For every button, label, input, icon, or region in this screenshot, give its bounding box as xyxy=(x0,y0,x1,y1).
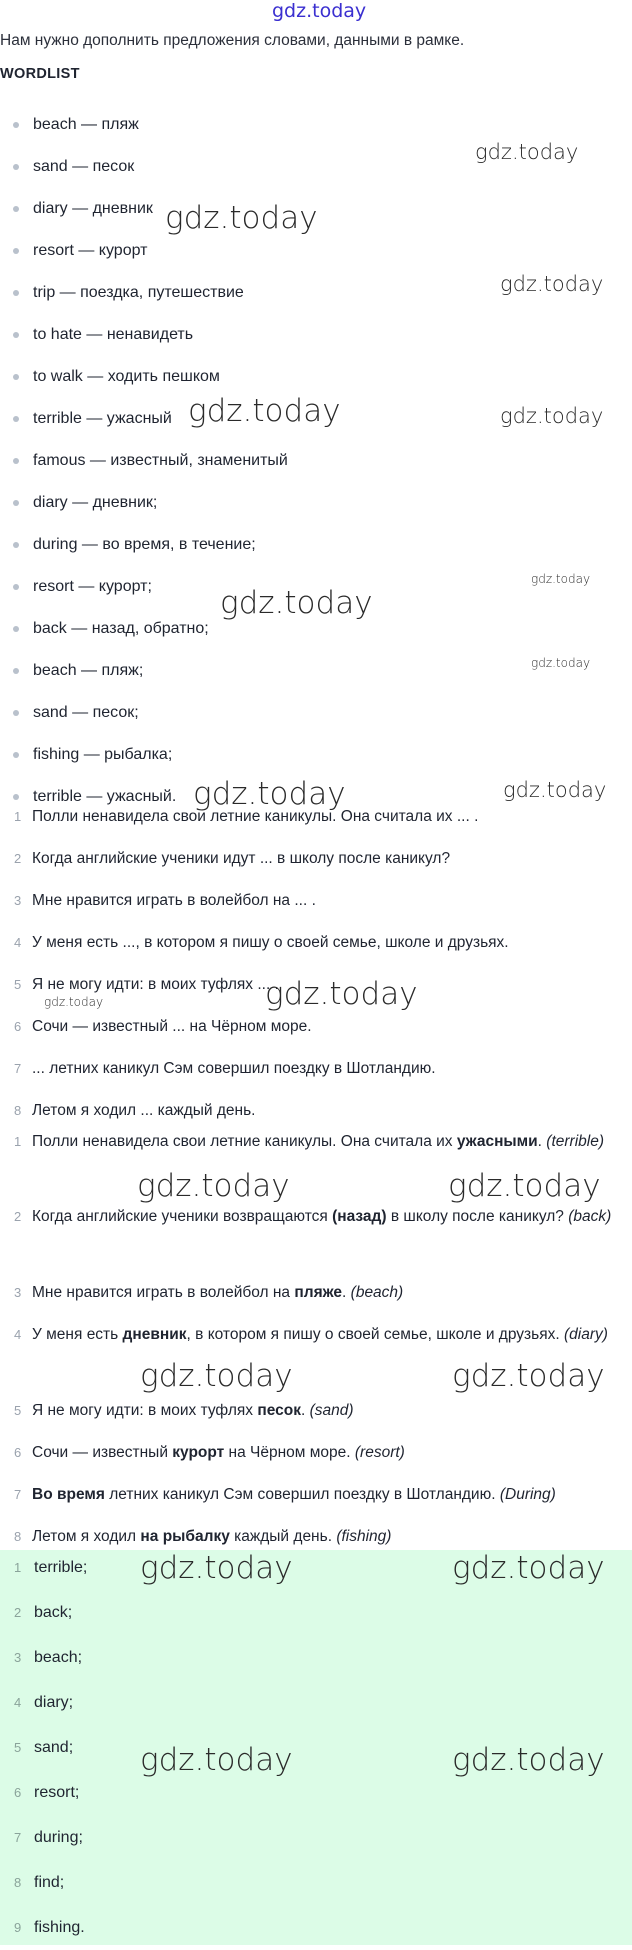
answer-text xyxy=(32,1520,628,1554)
short-answer-text: terrible; xyxy=(34,1558,88,1576)
wordlist-item-text: resort — курорт xyxy=(33,242,148,259)
bullet-icon xyxy=(13,206,19,212)
answer-number: 8 xyxy=(14,1529,22,1544)
answer-row xyxy=(0,1436,628,1470)
answer-pre: У меня есть xyxy=(32,1326,123,1343)
answer-word: дневник xyxy=(122,1326,187,1343)
bullet-icon xyxy=(13,542,19,548)
answer-text xyxy=(32,1318,628,1352)
watermark: gdz.today xyxy=(140,1358,293,1394)
task-row xyxy=(0,884,628,918)
answer-text xyxy=(32,1436,628,1470)
wordlist-item-text: trip — поездка, путешествие xyxy=(33,284,244,301)
answer-post: летних каникул Сэм совершил поездку в Шотландию. xyxy=(104,1486,500,1503)
task-row xyxy=(0,842,628,876)
wordlist-item-text: fishing — рыбалка; xyxy=(33,746,173,763)
bullet-icon xyxy=(13,752,19,758)
wordlist-item-text: to walk — ходить пешком xyxy=(33,368,220,385)
answer-number: 2 xyxy=(14,1209,22,1224)
answer-number: 4 xyxy=(14,1327,22,1342)
watermark: gdz.today xyxy=(452,1550,605,1586)
watermark: gdz.today xyxy=(165,200,318,236)
answer-hint: (fishing) xyxy=(336,1528,392,1545)
answer-post: каждый день. xyxy=(229,1528,337,1545)
task-text: Мне нравится играть в волейбол на ... . xyxy=(32,892,316,909)
wordlist-item-text: during — во время, в течение; xyxy=(33,536,256,553)
short-answer-text: during; xyxy=(34,1828,83,1846)
task-row xyxy=(0,1052,628,1086)
site-logo[interactable]: gdz.today xyxy=(272,0,367,22)
answer-row xyxy=(0,1394,628,1428)
task-number: 7 xyxy=(14,1061,22,1076)
wordlist-item xyxy=(0,399,172,439)
watermark: gdz.today xyxy=(500,272,604,296)
answer-row xyxy=(0,1318,628,1352)
short-answer-number: 3 xyxy=(14,1650,22,1665)
answer-text xyxy=(32,1125,628,1159)
answer-text xyxy=(32,1276,628,1310)
short-answer-number: 2 xyxy=(14,1605,22,1620)
answer-post: . xyxy=(342,1284,351,1301)
answer-row xyxy=(0,1478,628,1512)
short-answer-text: resort; xyxy=(34,1783,80,1801)
answer-pre: Сочи — известный xyxy=(32,1444,173,1461)
watermark: gdz.today xyxy=(475,140,579,164)
bullet-icon xyxy=(13,332,19,338)
wordlist-item xyxy=(0,105,139,145)
answer-text xyxy=(32,1478,628,1512)
answer-hint: (terrible) xyxy=(546,1133,604,1150)
short-answer-number: 5 xyxy=(14,1740,22,1755)
wordlist-item-text: sand — песок xyxy=(33,158,135,175)
task-row xyxy=(0,1094,628,1128)
answer-number: 7 xyxy=(14,1487,22,1502)
short-answer-number: 7 xyxy=(14,1830,22,1845)
watermark: gdz.today xyxy=(44,995,104,1009)
watermark: gdz.today xyxy=(193,776,346,812)
wordlist-item-text: terrible — ужасный. xyxy=(33,788,177,805)
bullet-icon xyxy=(13,248,19,254)
short-answer-row xyxy=(0,1905,85,1950)
short-answer-text: find; xyxy=(34,1873,65,1891)
wordlist-item xyxy=(0,567,152,607)
task-row xyxy=(0,1010,628,1044)
short-answer-text: back; xyxy=(34,1603,73,1621)
short-answer-row xyxy=(0,1635,82,1680)
answer-word: пляже xyxy=(294,1284,343,1301)
watermark: gdz.today xyxy=(140,1550,293,1586)
wordlist-item xyxy=(0,273,244,313)
answer-pre: Когда английские ученики возвращаются xyxy=(32,1208,333,1225)
watermark: gdz.today xyxy=(531,572,591,586)
task-number: 8 xyxy=(14,1103,22,1118)
wordlist-item xyxy=(0,147,134,187)
wordlist-item-text: diary — дневник xyxy=(33,200,153,217)
answer-number: 6 xyxy=(14,1445,22,1460)
wordlist-item xyxy=(0,609,209,649)
answer-word: ужасными xyxy=(456,1133,538,1150)
short-answer-number: 4 xyxy=(14,1695,22,1710)
watermark: gdz.today xyxy=(265,976,418,1012)
wordlist-item-text: resort — курорт; xyxy=(33,578,152,595)
short-answer-number: 1 xyxy=(14,1560,22,1575)
wordlist-item xyxy=(0,525,256,565)
wordlist-item xyxy=(0,357,220,397)
wordlist-item-text: sand — песок; xyxy=(33,704,139,721)
watermark: gdz.today xyxy=(531,656,591,670)
answer-hint: (resort) xyxy=(354,1444,405,1461)
short-answer-row xyxy=(0,1815,83,1860)
wordlist-item xyxy=(0,735,172,775)
answer-word: на рыбалку xyxy=(140,1528,230,1545)
wordlist-item xyxy=(0,693,139,733)
answer-word: курорт xyxy=(172,1444,225,1461)
answer-post: , в котором я пишу о своей семье, школе и друзьях. xyxy=(186,1326,564,1343)
answer-post: . xyxy=(300,1402,310,1419)
task-text: Сочи — известный ... на Чёрном море. xyxy=(32,1018,312,1035)
task-number: 6 xyxy=(14,1019,22,1034)
watermark: gdz.today xyxy=(140,1742,293,1778)
watermark: gdz.today xyxy=(137,1168,290,1204)
wordlist-item xyxy=(0,231,147,271)
answer-hint: (diary) xyxy=(564,1326,608,1343)
short-answer-row xyxy=(0,1860,64,1905)
task-text: Когда английские ученики идут ... в школу после каникул? xyxy=(32,850,451,867)
wordlist-item xyxy=(0,315,193,355)
wordlist-item xyxy=(0,483,157,523)
bullet-icon xyxy=(13,668,19,674)
bullet-icon xyxy=(13,500,19,506)
answer-text xyxy=(32,1200,628,1234)
answer-number: 1 xyxy=(14,1134,22,1149)
answer-pre: Полли ненавидела свои летние каникулы. Она считала их xyxy=(32,1133,457,1150)
answer-post: . xyxy=(537,1133,547,1150)
wordlist-item-text: famous — известный, знаменитый xyxy=(33,452,288,469)
watermark: gdz.today xyxy=(503,778,607,802)
short-answer-text: fishing. xyxy=(34,1918,85,1936)
watermark: gdz.today xyxy=(452,1742,605,1778)
answer-pre: Летом я ходил xyxy=(32,1528,141,1545)
answer-hint: (beach) xyxy=(350,1284,404,1301)
answer-post: на Чёрном море. xyxy=(224,1444,355,1461)
answer-pre: Мне нравится играть в волейбол на xyxy=(32,1284,295,1301)
wordlist-item xyxy=(0,651,143,691)
task-text: Полли ненавидела свои летние каникулы. Она считала их ... . xyxy=(32,808,479,825)
watermark: gdz.today xyxy=(500,404,604,428)
task-row xyxy=(0,926,628,960)
bullet-icon xyxy=(13,458,19,464)
task-number: 4 xyxy=(14,935,22,950)
wordlist-item-text: back — назад, обратно; xyxy=(33,620,209,637)
wordlist-item xyxy=(0,441,288,481)
answer-hint: (back) xyxy=(568,1208,612,1225)
answer-number: 3 xyxy=(14,1285,22,1300)
answer-row xyxy=(0,1200,628,1234)
bullet-icon xyxy=(13,122,19,128)
short-answer-row xyxy=(0,1725,73,1770)
task-text: Я не могу идти: в моих туфлях ... . xyxy=(32,976,279,993)
wordlist-item-text: terrible — ужасный xyxy=(33,410,172,427)
short-answer-number: 6 xyxy=(14,1785,22,1800)
wordlist-item-text: beach — пляж xyxy=(33,116,139,133)
bullet-icon xyxy=(13,374,19,380)
wordlist-title: WORDLIST xyxy=(0,66,80,82)
task-number: 1 xyxy=(14,809,22,824)
task-text: Летом я ходил ... каждый день. xyxy=(32,1102,256,1119)
watermark: gdz.today xyxy=(448,1168,601,1204)
task-number: 5 xyxy=(14,977,22,992)
intro-text: Нам нужно дополнить предложения словами, данными в рамке. xyxy=(0,32,465,49)
bullet-icon xyxy=(13,626,19,632)
bullet-icon xyxy=(13,290,19,296)
task-number: 2 xyxy=(14,851,22,866)
wordlist-item-text: diary — дневник; xyxy=(33,494,158,511)
task-number: 3 xyxy=(14,893,22,908)
short-answer-row xyxy=(0,1590,72,1635)
short-answer-text: sand; xyxy=(34,1738,74,1756)
answer-hint: (sand) xyxy=(309,1402,354,1419)
answer-row xyxy=(0,1276,628,1310)
answer-number: 5 xyxy=(14,1403,22,1418)
bullet-icon xyxy=(13,584,19,590)
bullet-icon xyxy=(13,164,19,170)
short-answer-row xyxy=(0,1545,87,1590)
answer-row xyxy=(0,1125,628,1159)
wordlist-item-text: beach — пляж; xyxy=(33,662,144,679)
answer-word: песок xyxy=(257,1402,301,1419)
bullet-icon xyxy=(13,710,19,716)
answer-text xyxy=(32,1394,628,1428)
task-text: ... летних каникул Сэм совершил поездку в Шотландию. xyxy=(32,1060,436,1077)
short-answer-text: beach; xyxy=(34,1648,83,1666)
bullet-icon xyxy=(13,416,19,422)
wordlist-item-text: to hate — ненавидеть xyxy=(33,326,194,343)
short-answer-row xyxy=(0,1680,73,1725)
answer-hint: (During) xyxy=(499,1486,556,1503)
short-answer-number: 8 xyxy=(14,1875,22,1890)
wordlist-item xyxy=(0,189,153,229)
short-answer-row xyxy=(0,1770,79,1815)
watermark: gdz.today xyxy=(452,1358,605,1394)
watermark: gdz.today xyxy=(220,585,373,621)
answer-pre: Я не могу идти: в моих туфлях xyxy=(32,1402,258,1419)
short-answer-text: diary; xyxy=(34,1693,74,1711)
watermark: gdz.today xyxy=(188,393,341,429)
answer-word: Во время xyxy=(32,1486,105,1503)
answer-post: в школу после каникул? xyxy=(386,1208,569,1225)
answer-word: (назад) xyxy=(332,1208,387,1225)
short-answer-number: 9 xyxy=(14,1920,22,1935)
answer-row xyxy=(0,1520,628,1554)
task-text: У меня есть ..., в котором я пишу о своей семье, школе и друзьях. xyxy=(32,934,509,951)
